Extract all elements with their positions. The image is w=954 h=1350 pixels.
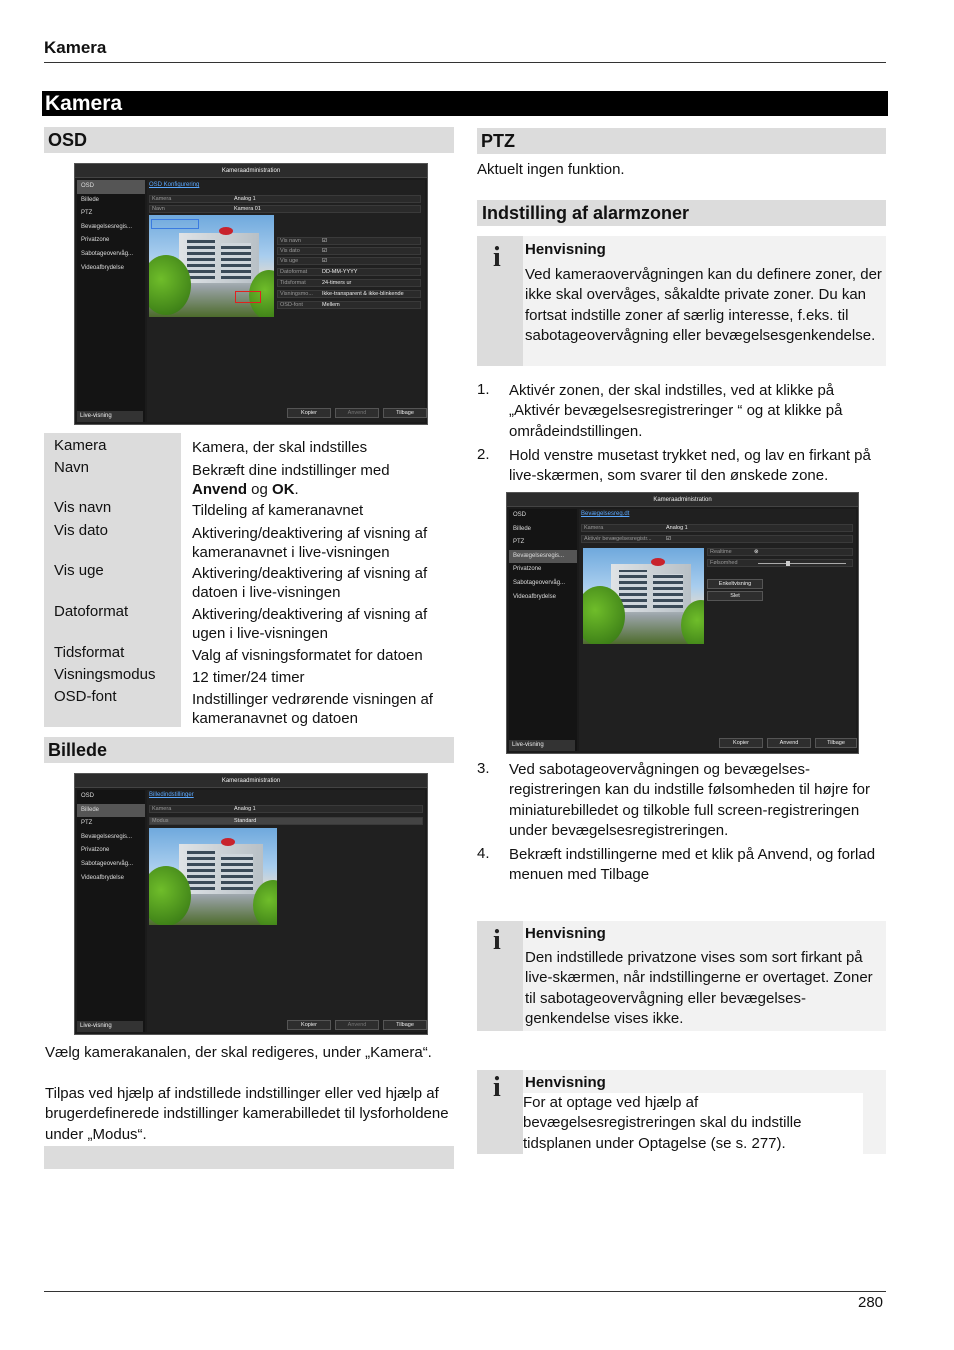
camera-preview — [149, 215, 274, 317]
menu-item-videoloss[interactable]: Videoafbrydelse — [81, 874, 124, 881]
menu-item-motion[interactable]: Bevægelsesregis... — [509, 550, 577, 564]
menu-item-billede[interactable]: Billede — [77, 804, 145, 818]
footer-rule — [44, 1291, 886, 1292]
param-key: Vis navn — [54, 499, 112, 516]
settings-pane — [147, 180, 425, 422]
billede-screenshot — [74, 773, 428, 1035]
name-overlay-box[interactable] — [151, 219, 199, 229]
sensitivity-slider-handle[interactable] — [786, 561, 790, 566]
sensitivity-slider-track[interactable] — [758, 563, 846, 564]
step-text: Bekræft indstillingerne med et klik på Anvend, og forlad menuen med Tilbage — [509, 846, 876, 884]
live-view-button[interactable]: Live-visning — [509, 740, 575, 751]
copy-button[interactable]: Kopier — [287, 1020, 331, 1030]
single-view-button[interactable]: Enkeltvisning — [707, 579, 763, 589]
back-button[interactable]: Tilbage — [815, 738, 857, 748]
copy-button[interactable]: Kopier — [287, 408, 331, 418]
menu-item-privatzone[interactable]: Privatzone — [81, 847, 110, 854]
billede-paragraph-1: Vælg kamerakanalen, der skal redigeres, under „Kamera“. — [45, 1044, 432, 1061]
apply-button[interactable]: Anvend — [335, 1020, 379, 1030]
menu-item-motion[interactable]: Bevægelsesregis... — [81, 223, 133, 230]
menu-item-osd[interactable]: OSD — [513, 512, 527, 518]
copy-button[interactable]: Kopier — [719, 738, 763, 748]
osd-parameter-table — [44, 433, 454, 727]
step-number: 4. — [477, 845, 490, 862]
param-value: 12 timer/24 timer — [192, 669, 305, 686]
param-key: OSD-font — [54, 688, 117, 705]
running-header: Kamera — [44, 38, 107, 57]
side-menu — [77, 180, 145, 422]
step-number: 3. — [477, 760, 490, 777]
osd-screenshot — [74, 163, 428, 425]
date-overlay-box[interactable] — [235, 291, 261, 303]
menu-item-ptz[interactable]: PTZ — [513, 539, 525, 546]
param-value: Aktivering/deaktivering af visning af datoen i live-visningen — [192, 565, 428, 601]
settings-pane — [579, 509, 856, 751]
delete-button[interactable]: Slet — [707, 591, 763, 601]
osd-font-row[interactable]: OSD-font Mellem — [277, 301, 421, 309]
note-title: Henvisning — [525, 1074, 606, 1091]
param-value: Aktivering/deaktivering af visning af ugen i live-visningen — [192, 606, 428, 642]
param-value: Kamera, der skal indstilles — [192, 439, 368, 456]
date-format-row[interactable]: Datoformat DD-MM-YYYY — [277, 268, 421, 276]
note-text: For at optage ved hjælp af bevægelsesregistreringen skal du indstille tidsplanen under Optagelse (se s. 277). — [523, 1093, 863, 1154]
empty-section-bar — [44, 1146, 454, 1169]
sensitivity-row[interactable]: Følsomhed — [707, 559, 853, 567]
side-menu — [77, 790, 145, 1032]
live-view-button[interactable]: Live-visning — [77, 411, 143, 422]
step-number: 1. — [477, 381, 490, 398]
menu-item-sabotage[interactable]: Sabotageovervåg... — [81, 250, 134, 257]
page-number: 280 — [858, 1294, 884, 1311]
tab-link[interactable]: Billedindstillinger — [149, 792, 194, 798]
note-text: Ved kameraovervågningen kan du definere zoner, der ikke skal overvåges, såkaldte private zoner. Du kan fortsat indstille zoner af særlig interesse, f.eks. til sabotageovervågning eller bevægelsesgenkendelse. — [525, 266, 882, 345]
menu-item-privatzone[interactable]: Privatzone — [81, 237, 110, 244]
billede-paragraph-2: Tilpas ved hjælp af indstillede indstillinger eller ved hjælp af brugerdefinerede indstillinger kamerabilledet til lysforholdene under „Modus“. — [45, 1085, 449, 1143]
time-format-row[interactable]: Tidsformat 24-timers ur — [277, 279, 421, 287]
info-icon: i — [493, 925, 501, 956]
header-rule — [44, 62, 886, 63]
side-menu — [509, 509, 577, 751]
step-text: Aktivér zonen, der skal indstilles, ved at klikke på „Aktivér bevægelsesregistreringer “ og at klikke på områdeindstillingen. — [509, 382, 843, 440]
menu-item-videoloss[interactable]: Videoafbrydelse — [81, 264, 124, 271]
show-week-row[interactable]: Vis uge ☑ — [277, 257, 421, 265]
param-key: Vis uge — [54, 562, 104, 579]
back-button[interactable]: Tilbage — [383, 408, 427, 418]
name-row[interactable]: Navn Kamera 01 — [149, 205, 421, 213]
menu-item-sabotage[interactable]: Sabotageovervåg... — [513, 579, 566, 586]
camera-preview — [149, 828, 277, 925]
menu-item-osd[interactable]: OSD — [77, 180, 145, 194]
info-icon: i — [493, 1072, 501, 1103]
settings-pane — [147, 790, 425, 1032]
menu-item-billede[interactable]: Billede — [81, 196, 100, 203]
param-key: Kamera — [54, 437, 107, 454]
note-box — [477, 921, 886, 1031]
param-key: Navn — [54, 459, 90, 476]
realtime-row[interactable]: Realtime ⊗ — [707, 548, 853, 556]
menu-item-osd[interactable]: OSD — [81, 793, 95, 799]
mode-row[interactable]: Modus Standard — [149, 817, 423, 825]
param-value: Valg af visningsformatet for datoen — [192, 647, 423, 664]
window-title: Kameraadministration — [75, 774, 427, 788]
param-value: Tildeling af kameranavnet — [192, 502, 364, 519]
note-box — [477, 1070, 886, 1154]
apply-button[interactable]: Anvend — [335, 408, 379, 418]
motion-screenshot — [506, 492, 859, 754]
param-value: Bekræft dine indstillinger med Anvend og OK. — [192, 462, 390, 498]
chapter-title: Kamera — [42, 91, 888, 116]
camera-row[interactable]: Kamera Analog 1 — [149, 195, 421, 203]
apply-button[interactable]: Anvend — [767, 738, 811, 748]
step-number: 2. — [477, 446, 490, 463]
menu-item-ptz[interactable]: PTZ — [81, 210, 93, 217]
info-icon: i — [493, 242, 501, 273]
tab-link[interactable]: Bevægelsesreg.dt — [581, 511, 630, 517]
section-heading-osd: OSD — [44, 127, 454, 153]
menu-item-privatzone[interactable]: Privatzone — [513, 566, 542, 573]
param-key: Tidsformat — [54, 644, 125, 661]
show-date-row[interactable]: Vis dato ☑ — [277, 247, 421, 255]
step-text: Hold venstre musetast trykket ned, og lav en firkant på live-skærmen, som svarer til den ønskede zone. — [509, 447, 871, 485]
param-key: Vis dato — [54, 522, 108, 539]
note-title: Henvisning — [525, 241, 606, 258]
menu-item-ptz[interactable]: PTZ — [81, 820, 93, 827]
step-text: Ved sabotageovervågningen og bevægelses-registreringen kan du indstille følsomheden til højre for miniaturebilledet og tilkoble full screen-registreringen under bevægelsesregistreringen. — [509, 761, 871, 840]
tab-link[interactable]: OSD Konfigurering — [149, 182, 200, 188]
camera-preview — [583, 548, 704, 644]
show-name-row[interactable]: Vis navn ☑ — [277, 237, 421, 245]
section-heading-billede: Billede — [44, 737, 454, 763]
section-heading-ptz: PTZ — [477, 128, 886, 154]
note-text: Den indstillede privatzone vises som sort firkant på live-skærmen, når indstillingerne er overtaget. Zoner til sabotageovervågning eller bevægelses-genkendelse vises ikke. — [525, 949, 873, 1028]
param-value: Aktivering/deaktivering af visning af kameranavnet i live-visningen — [192, 525, 428, 561]
back-button[interactable]: Tilbage — [383, 1020, 427, 1030]
live-view-button[interactable]: Live-visning — [77, 1021, 143, 1032]
menu-item-sabotage[interactable]: Sabotageovervåg... — [81, 860, 134, 867]
section-heading-alarm: Indstilling af alarmzoner — [477, 200, 886, 226]
ptz-text: Aktuelt ingen funktion. — [477, 161, 625, 178]
note-title: Henvisning — [525, 925, 606, 942]
menu-item-motion[interactable]: Bevægelsesregis... — [81, 833, 133, 840]
note-box — [477, 236, 886, 366]
window-title: Kameraadministration — [75, 164, 427, 178]
param-key: Visningsmodus — [54, 666, 156, 683]
menu-item-billede[interactable]: Billede — [513, 525, 532, 532]
param-value: Indstillinger vedrørende visningen af kameranavnet og datoen — [192, 691, 433, 727]
param-key: Datoformat — [54, 603, 129, 620]
display-mode-row[interactable]: Visningsmo... Ikke-transparent & ikke-blinkende — [277, 290, 421, 298]
camera-row[interactable]: Kamera Analog 1 — [149, 805, 423, 813]
camera-row[interactable]: Kamera Analog 1 — [581, 524, 853, 532]
enable-motion-row[interactable]: Aktivér bevægelsesregistr... ☑ — [581, 535, 853, 543]
window-title: Kameraadministration — [507, 493, 858, 507]
menu-item-videoloss[interactable]: Videoafbrydelse — [513, 593, 556, 600]
